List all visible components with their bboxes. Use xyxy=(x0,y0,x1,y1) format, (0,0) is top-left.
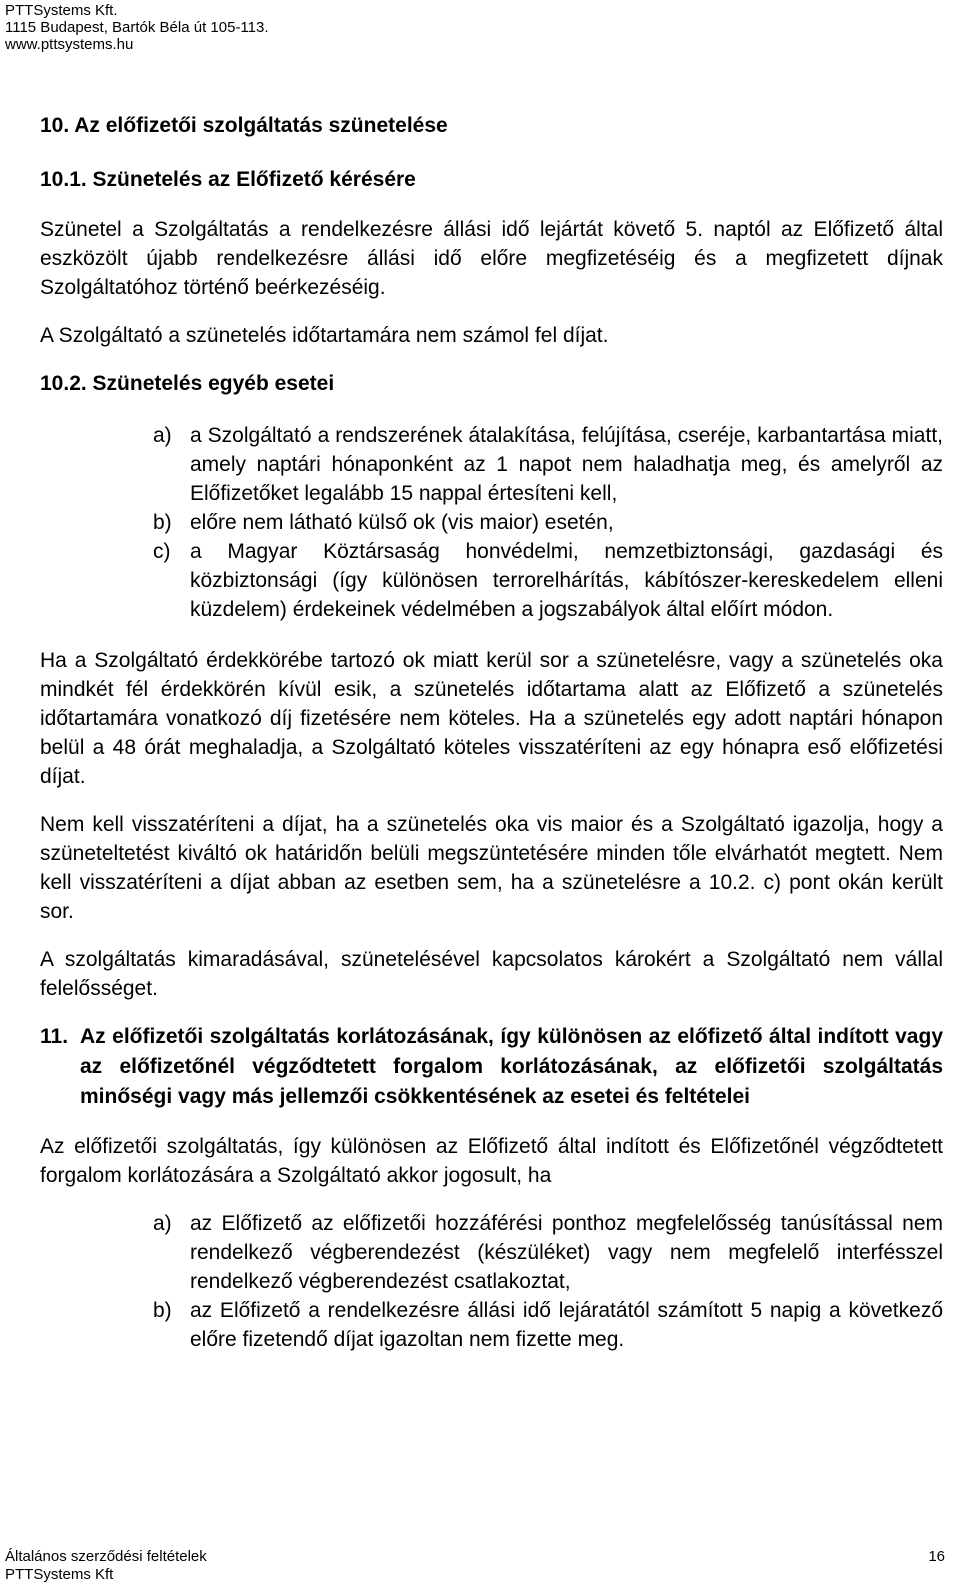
section-10-2-paragraph-1: Ha a Szolgáltató érdekkörébe tartozó ok miatt kerül sor a szünetelésre, vagy a szünetelés oka mindkét fél érdekkörén kívül esik, a szünetelés időtartama alatt az Előfizető a szünetelés időtartamára vonatkozó díj fizetésére nem köteles. Ha a szünetelés egy adott naptári hónapon belül a 48 órát meghaladja, a Szolgáltató köteles visszatéríteni az egy hónapra eső előfizetési díjat. xyxy=(40,649,943,788)
list-item-text: előre nem látható külső ok (vis maior) esetén, xyxy=(190,511,614,534)
list-item xyxy=(153,537,943,624)
section-11-title-text: Az előfizetői szolgáltatás korlátozásának, így különösen az előfizető által indított vagy az előfizetőnél végződtetett forgalom korlátozásának, az előfizetői szolgáltatás minőségi vagy más jellemzői csökkentésének az esetei és feltételei xyxy=(80,1025,943,1108)
section-10-1-paragraph-2: A Szolgáltató a szünetelés időtartamára nem számol fel díjat. xyxy=(40,324,609,347)
list-item-text: az Előfizető a rendelkezésre állási idő lejáratától számított 5 napig a következő előre fizetendő díjat igazoltan nem fizette meg. xyxy=(190,1299,943,1351)
list-item-label: b) xyxy=(153,1299,172,1322)
document-body xyxy=(40,111,943,1376)
section-10-2-title: 10.2. Szünetelés egyéb esetei xyxy=(40,372,335,395)
section-10-1-paragraph-1: Szünetel a Szolgáltatás a rendelkezésre állási idő lejártát követő 5. naptól az Előfizető által eszközölt újabb rendelkezésre állási idő előre megfizetéséig és a megfizetett díjnak Szolgáltatóhoz történő beérkezéséig. xyxy=(40,218,943,299)
company-website: www.pttsystems.hu xyxy=(5,36,134,53)
list-item xyxy=(153,421,943,508)
list-item-text: a Magyar Köztársaság honvédelmi, nemzetbiztonsági, gazdasági és közbiztonsági (így különösen terrorelhárítás, kábítószer-kereskedelem elleni küzdelem) érdekeinek védelmében a jogszabályok által előírt módon. xyxy=(190,540,943,621)
section-11-title xyxy=(40,1022,943,1112)
list-item xyxy=(153,1209,943,1296)
section-10-2-list xyxy=(40,421,943,624)
list-item-text: a Szolgáltató a rendszerének átalakítása, felújítása, cseréje, karbantartása miatt, amely naptári hónaponként az 1 napot nem haladhatja meg, és amelyről az Előfizetőket legalább 15 nappal értesíteni kell, xyxy=(190,424,943,505)
section-10-1-title: 10.1. Szünetelés az Előfizető kérésére xyxy=(40,168,416,191)
footer-row xyxy=(5,1548,945,1566)
company-address: 1115 Budapest, Bartók Béla út 105-113. xyxy=(5,19,269,36)
list-item-label: a) xyxy=(153,424,172,447)
list-item xyxy=(153,508,943,537)
list-item-label: c) xyxy=(153,540,171,563)
list-item xyxy=(153,1296,943,1354)
section-10-2-paragraph-2: Nem kell visszatéríteni a díjat, ha a szünetelés oka vis maior és a Szolgáltató igazolja, hogy a szüneteltetést kiváltó ok határidőn belüli megszüntetésére minden tőle elvárhatót megtett. Nem kell visszatéríteni a díjat abban az esetben sem, ha a szünetelésre a 10.2. c) pont okán került sor. xyxy=(40,813,943,923)
list-item-label: b) xyxy=(153,511,172,534)
page-footer xyxy=(5,1548,945,1584)
list-item-label: a) xyxy=(153,1212,172,1235)
section-11-intro: Az előfizetői szolgáltatás, így különösen az Előfizető által indított és Előfizetőnél végződtetett forgalom korlátozására a Szolgáltató akkor jogosult, ha xyxy=(40,1135,943,1187)
footer-page-number: 16 xyxy=(928,1548,945,1565)
section-11-list xyxy=(40,1209,943,1354)
section-10-2-paragraph-3: A szolgáltatás kimaradásával, szünetelésével kapcsolatos károkért a Szolgáltató nem vállal felelősséget. xyxy=(40,948,943,1000)
company-header xyxy=(5,2,269,53)
footer-company: PTTSystems Kft xyxy=(5,1566,114,1583)
footer-doc-title: Általános szerződési feltételek xyxy=(5,1548,207,1565)
list-item-text: az Előfizető az előfizetői hozzáférési ponthoz megfelelősség tanúsítással nem rendelkező végberendezést (készüléket) vagy nem megfelelő interfésszel rendelkező végberendezést csatlakoztat, xyxy=(190,1212,943,1293)
company-name: PTTSystems Kft. xyxy=(5,2,118,19)
section-10-title: 10. Az előfizetői szolgáltatás szünetelése xyxy=(40,114,448,137)
section-11-number: 11. xyxy=(40,1025,69,1048)
